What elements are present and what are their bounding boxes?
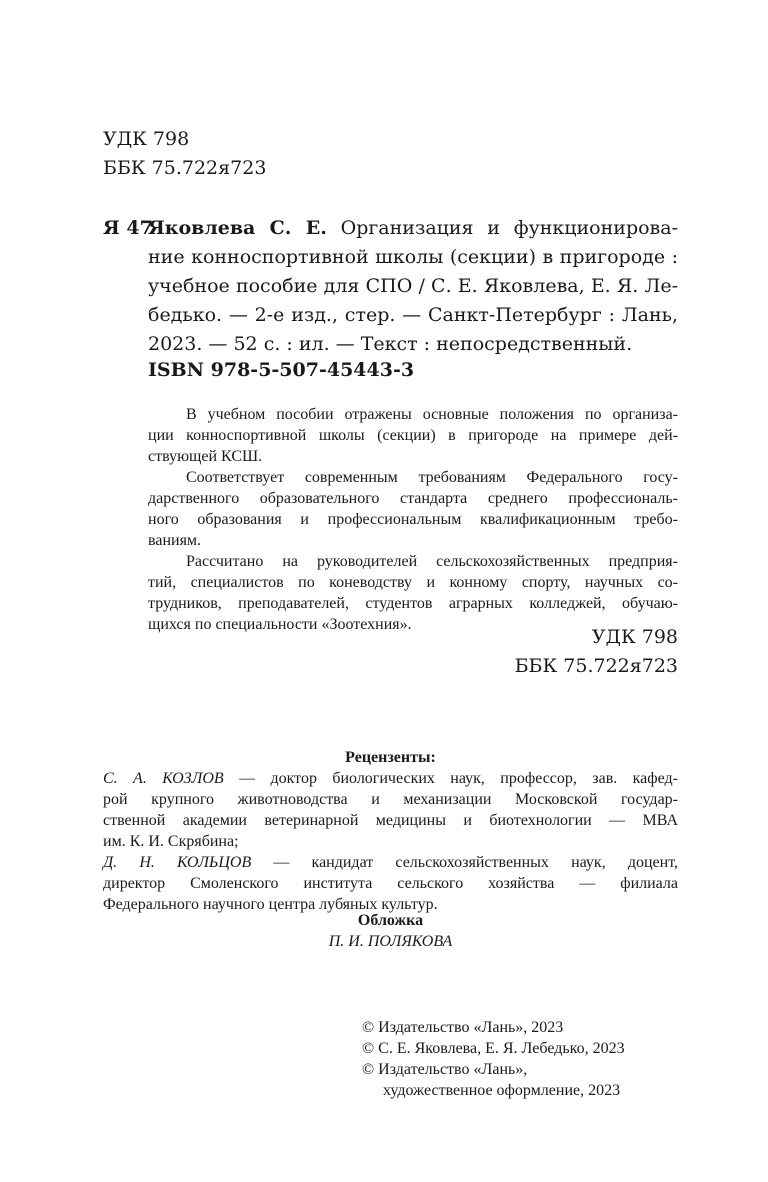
reviewer-line: им. К. И. Скрябина; [103, 833, 239, 850]
cover-heading: Обложка [357, 912, 424, 929]
biblio-line: 2023. — 52 с. : ил. — Текст : непосредственный. [148, 333, 633, 355]
author-name: Яковлева С. Е. [148, 217, 327, 239]
copyright-block [362, 1017, 625, 1101]
reviewer-line: Д. Н. КОЛЬЦОВ — кандидат сельскохозяйственных наук, доцент, [103, 854, 679, 871]
cover-credit [103, 910, 678, 952]
top-codes [103, 125, 266, 183]
bbk-code: ББК 75.722я723 [103, 157, 267, 179]
biblio-line: учебное пособие для СПО / С. Е. Яковлева, Е. Я. Ле- [148, 275, 678, 297]
isbn: ISBN 978-5-507-45443-3 [148, 359, 415, 381]
biblio-line: ние конноспортивной школы (секции) в пригороде : [148, 246, 678, 268]
annotation-line: трудников, преподавателей, студентов аграрных колледжей, обучаю- [148, 595, 678, 612]
udk-code: УДК 798 [591, 626, 678, 648]
copyright-line: художественное оформление, 2023 [383, 1082, 621, 1099]
annotation-line: дарственного образовательного стандарта среднего профессиональ- [148, 490, 678, 507]
author-mark: Я 47 [103, 217, 153, 239]
annotation-line: ствующей КСШ. [148, 448, 263, 465]
copyright-line: © С. Е. Яковлева, Е. Я. Лебедько, 2023 [362, 1040, 625, 1057]
annotation-line: ваниям. [148, 532, 202, 549]
reviewer-name: Д. Н. КОЛЬЦОВ [103, 854, 252, 871]
reviewers [103, 747, 678, 915]
reviewers-heading: Рецензенты: [345, 749, 436, 766]
cover-designer: П. И. ПОЛЯКОВА [328, 933, 453, 950]
annotation-line: тий, специалистов по коневодству и конному спорту, научных со- [148, 574, 678, 591]
reviewer-line: рой крупного животноводства и механизации Московской государ- [103, 791, 678, 808]
annotation-line: ного образования и профессиональным квалификационным требо- [148, 511, 678, 528]
copyright-line: © Издательство «Лань», 2023 [362, 1019, 564, 1036]
bottom-codes [440, 623, 678, 681]
bbk-code: ББК 75.722я723 [514, 655, 678, 677]
annotation-line: Соответствует современным требованиям Федерального госу- [186, 469, 678, 486]
annotation-line: Рассчитано на руководителей сельскохозяйственных предприя- [186, 553, 678, 570]
udk-code: УДК 798 [103, 128, 190, 150]
annotation-line: ции конноспортивной школы (секции) в пригороде на примере дей- [148, 427, 678, 444]
annotation [148, 404, 678, 635]
reviewer-line: директор Смоленского института сельского хозяйства — филиала [103, 875, 678, 892]
copyright-line: © Издательство «Лань», [362, 1061, 528, 1078]
annotation-line: щихся по специальности «Зоотехния». [148, 616, 412, 633]
biblio-line: бедько. — 2-е изд., стер. — Санкт-Петербург : Лань, [148, 304, 678, 326]
reviewer-name: С. А. КОЗЛОВ [103, 770, 224, 787]
bibliographic-record [148, 214, 678, 359]
reviewer-line: С. А. КОЗЛОВ — доктор биологических наук, профессор, зав. кафед- [103, 770, 678, 787]
reviewer-line: ственной академии ветеринарной медицины и биотехнологии — МВА [103, 812, 678, 829]
annotation-line: В учебном пособии отражены основные положения по организа- [186, 406, 678, 423]
biblio-line: Яковлева С. Е. Организация и функционирова- [148, 217, 678, 239]
reviewer-line: Федерального научного центра лубяных культур. [103, 896, 438, 913]
